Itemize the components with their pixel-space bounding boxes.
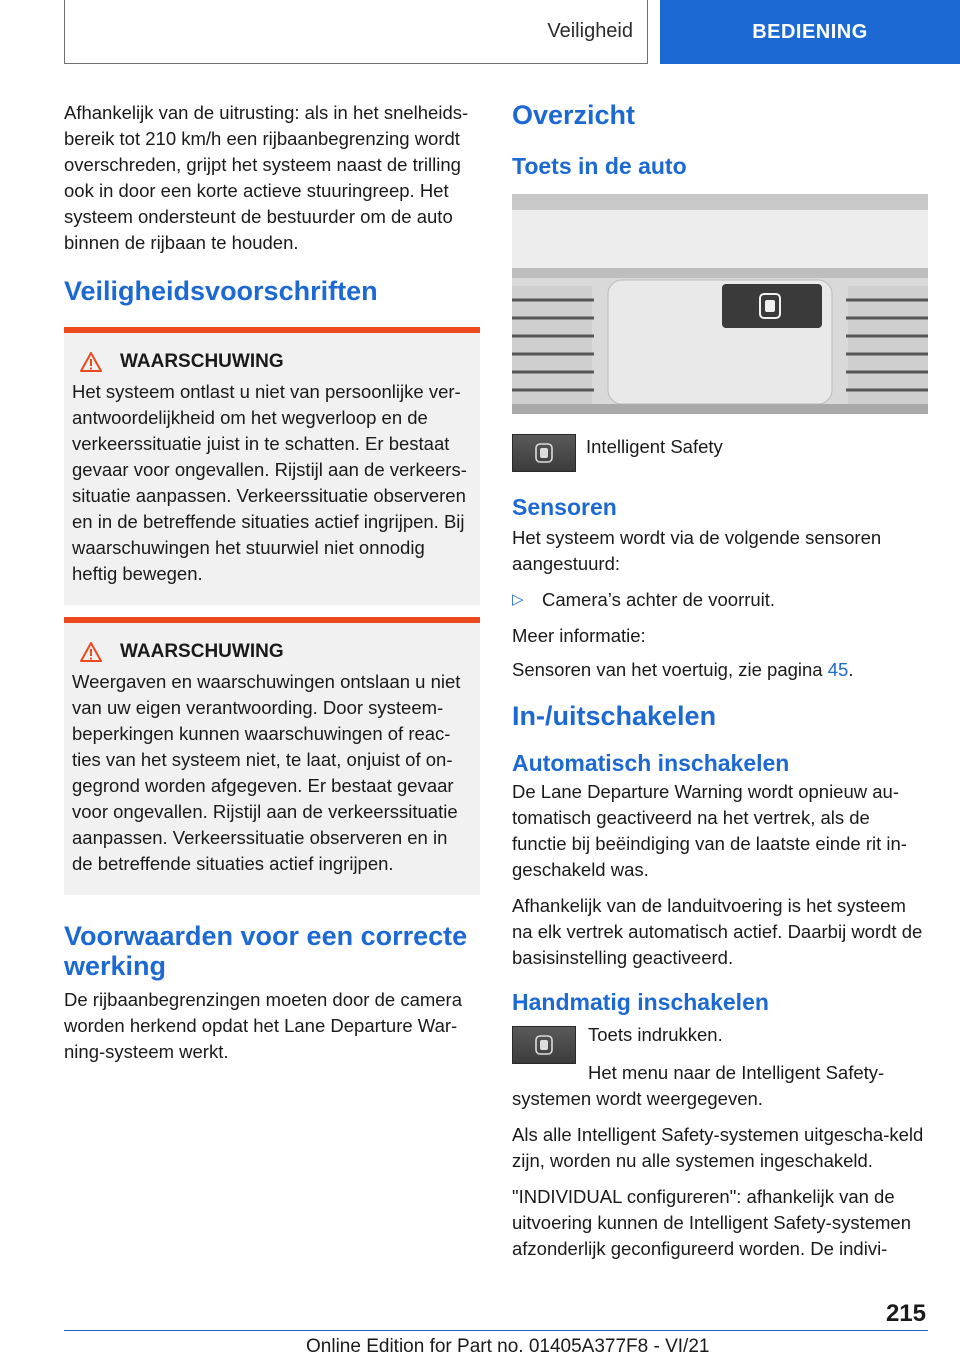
bullet-triangle-icon: ▷ [512, 591, 524, 608]
sensors-reference [512, 657, 928, 683]
manual-paragraph-3: "INDIVIDUAL configureren": afhankelijk van de uitvoering kunnen de Intelligent Safety-systemen afzonderlijk geconfigureerd worden. De indivi- [512, 1186, 912, 1259]
warning-text-1: Het systeem ontlast u niet van persoonlijke ver-antwoordelijkheid om het wegverloop en de verkeerssituatie juist in te schatten. Er bestaat gevaar voor ongevallen. Rijstijl aan de verkeers-situatie aanpassen. Verkeerssituatie observeren en in de betreffende situaties actief ingrijpen. Bij waarschuwingen het stuurwiel niet onnodig heftig bewegen. [72, 381, 467, 584]
sensors-reference-text: Sensoren van het voertuig, zie pagina [512, 659, 828, 680]
sensors-bullet [512, 587, 928, 613]
page-number: 215 [885, 1300, 926, 1327]
warning-text-2: Weergaven en waarschuwingen ontslaan u niet van uw eigen verantwoording. Door systeem-beperkingen kunnen waarschuwingen of reac-ties van het systeem niet, te laat, onjuist of on-gegrond worden afgegeven. Er bestaat gevaar voor ongevallen. Rijstijl aan de verkeerssituatie aanpassen. Verkeerssituatie observeren en in de betreffende situaties actief ingrijpen. [72, 671, 461, 874]
warning-title-text-2: WAARSCHUWING [120, 641, 284, 662]
manual-paragraph-1: Het menu naar de Intelligent Safety-systemen wordt weergegeven. [512, 1062, 885, 1109]
manual-step-row [512, 1022, 928, 1064]
page-45-link[interactable]: 45 [827, 659, 849, 680]
conditions-heading: Voorwaarden voor een correcte werking [64, 921, 468, 981]
button-label: Intelligent Safety [586, 436, 723, 457]
right-column [512, 100, 928, 1272]
warning-box-1 [64, 327, 480, 605]
left-column [64, 100, 480, 1075]
sensors-bullet-text: Camera’s achter de voorruit. [542, 589, 776, 610]
header-section-title: Veiligheid [547, 20, 633, 42]
overview-heading: Overzicht [512, 100, 636, 130]
onoff-heading: In-/uitschakelen [512, 701, 717, 731]
warning-triangle-icon [80, 642, 102, 662]
warning-title-text-1: WAARSCHUWING [120, 351, 284, 372]
footer-edition: Online Edition for Part no. 01405A377F8 - VI/21 [306, 1336, 710, 1357]
manual-step-text: Toets indrukken. [588, 1024, 723, 1045]
warning-title-2 [80, 641, 472, 663]
intelligent-safety-icon [535, 443, 553, 463]
intelligent-safety-icon [535, 1035, 553, 1055]
conditions-paragraph: De rijbaanbegrenzingen moeten door de camera worden herkend opdat het Lane Departure War-ning-systeem werkt. [64, 989, 463, 1062]
warning-box-2 [64, 617, 480, 895]
more-info-label: Meer informatie: [512, 625, 646, 646]
intelligent-safety-button-image [512, 1026, 576, 1064]
warning-title-1 [80, 351, 472, 373]
dashboard-photo [512, 194, 928, 414]
button-legend [512, 434, 928, 472]
safety-heading: Veiligheidsvoorschriften [64, 276, 378, 306]
intelligent-safety-button-image [512, 434, 576, 472]
intro-paragraph: Afhankelijk van de uitrusting: als in het snelheids-bereik tot 210 km/h een rijbaanbegrenzing wordt overschreden, grijpt het systeem naast de trilling ook in door een korte actieve stuuringreep. Het systeem ondersteunt de bestuurder om de auto binnen de rijbaan te houden. [64, 102, 469, 253]
sensors-heading: Sensoren [512, 494, 617, 520]
manual-heading: Handmatig inschakelen [512, 989, 769, 1015]
header-chapter-tab[interactable]: BEDIENING [660, 0, 960, 64]
auto-heading: Automatisch inschakelen [512, 750, 790, 776]
footer-divider [64, 1330, 928, 1331]
warning-triangle-icon [80, 352, 102, 372]
button-heading: Toets in de auto [512, 153, 687, 179]
sensors-paragraph: Het systeem wordt via de volgende sensoren aangestuurd: [512, 527, 882, 574]
auto-paragraph-2: Afhankelijk van de landuitvoering is het systeem na elk vertrek automatisch actief. Daarbij wordt de basisinstelling geactiveerd. [512, 895, 923, 968]
sensors-reference-end: . [848, 659, 854, 680]
manual-paragraph-2: Als alle Intelligent Safety-systemen uitgescha-keld zijn, worden nu alle systemen ingeschakeld. [512, 1124, 924, 1171]
auto-paragraph-1: De Lane Departure Warning wordt opnieuw au-tomatisch geactiveerd na het vertrek, als de functie bij beëindiging van de laatste einde rit in-geschakeld was. [512, 781, 907, 880]
header-section-box [64, 0, 648, 64]
